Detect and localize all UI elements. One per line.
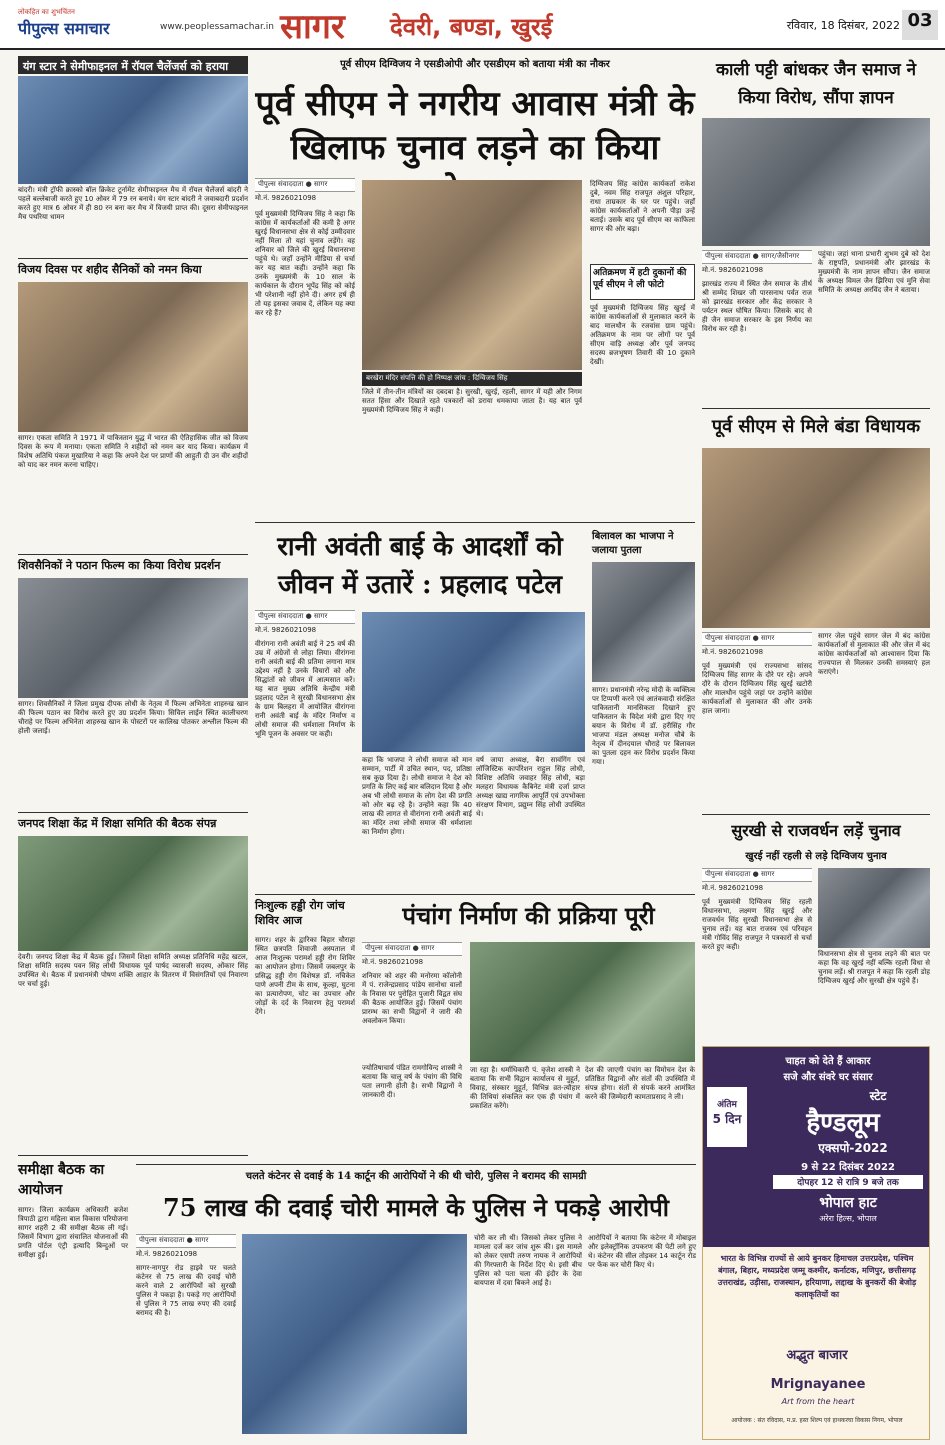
lead-photo xyxy=(362,180,582,370)
panchang-body-continued: ज्योतिषाचार्य पंडित रामगोविन्द शास्त्री ने बताया कि चालू वर्ष के पंचांग की विधि पता लगानी होती है। सभी विद्वानों ने जानकारी दी। xyxy=(362,1064,462,1099)
ad-brand2: Mrignayanee xyxy=(770,1377,866,1392)
panchang-body-continued: जा रहा है। धर्माधिकारी पं. वृजेश शास्त्री ने बताया कि सभी विद्वान कार्यालय से मुहूर्त, विवाह, संस्कार मुहूर्त, विभिन्न व्रत-त्यौहार की तिथियां संकलित कर एक ही पंचांग में प्रकाशित करेंगे। xyxy=(470,1066,580,1110)
effigy-body: सागर। प्रधानमंत्री नरेन्द्र मोदी के व्यक्तित्व पर टिप्पणी करने एवं आतंकवादी संरक्षित पाकिस्तानी मानसिकता दिखाने हुए पाकिस्तान के विदेश मंत्री द्वारा दिए गए बयान के विरोध में डॉ. हरीसिंह गौर भाजपा मंडल अध्यक्ष मनोज चौबे के नेतृत्व में दीनदयाल चौराहे पर बिलावल का पुतला दहन कर विरोध प्रदर्शन किया गया। xyxy=(592,686,695,766)
story2-photo xyxy=(362,612,585,752)
vijay-diwas-photo xyxy=(18,282,248,432)
days-left-badge xyxy=(707,1087,747,1147)
meeting-mla-photo xyxy=(702,448,930,628)
side-story-body: पूर्व मुख्यमंत्री दिग्विजय सिंह खुरई में कांग्रेस कार्यकर्ताओं से मुलाकात करने के बाद मालथौन के रजवांस ग्राम पहुंचे। अतिक्रमण के नाम पर लोगों पर पूर्व सीएम वाड़ि अध्यक्ष और पूर्व जनपद सदस्य ब्रजभूषण तिवारी की 10 दुकाने देखीं। xyxy=(590,304,695,366)
ad-expo: एक्सपो-2022 xyxy=(818,1141,888,1155)
story-body: सागर। एकता समिति ने 1971 में पाकिस्तान युद्ध में भारत की ऐतिहासिक जीत को विजय दिवस के रूप में मनाया। एकता समिति ने शहीदों को नमन कर याद किया। कार्यक्रम में विशेष अतिथि पंकज मुखारिया ने कहा कि अपने देश पर प्राणों की आहुती दी उन वीर शहीदों को याद कर नमन करना चाहिए। xyxy=(18,434,248,469)
meeting-photo xyxy=(18,836,248,951)
days-left-value: 5 दिन xyxy=(712,1112,742,1126)
ad-tagline: सजे और संवरे घर संसार xyxy=(783,1072,873,1083)
cricket-team-photo xyxy=(18,76,248,184)
side-story-title: अतिक्रमण में हटी दुकानों की पूर्व सीएम ने ली फोटो xyxy=(590,264,695,300)
page-number: 03 xyxy=(902,10,938,40)
story-title: शिवसैनिकों ने पठान फिल्म का किया विरोध प्रदर्शन xyxy=(18,559,221,572)
issue-date: रविवार, 18 दिसंबर, 2022 xyxy=(786,19,900,32)
lead-body: पूर्व मुख्यमंत्री दिग्विजय सिंह ने कहा कि कांग्रेस में कार्यकर्ताओं की कमी है अगर खुरई विधानसभा क्षेत्र से कोई उम्मीदवार नहीं मिला तो यहां चुनाव लड़ेंगे। वह शनिवार को जिले की खुरई विधानसभा पहुंचे थे। जहाँ उन्होंने मीडिया से चर्चा कर यह बात कही। उन्होंने कहा कि उनके मुख्यमंत्री के 10 साल के कार्यकाल के दौरान भूपेंद्र सिंह को कोई भी परेशानी नहीं होने दी। अगर हर्ष ही तो यह इसका जवाब दें, लेकिन यह क्या कर रहे हैं? xyxy=(255,210,355,317)
story-title: विजय दिवस पर शहीद सैनिकों को नमन किया xyxy=(18,263,202,276)
website-url: www.peoplessamachar.in xyxy=(160,22,274,32)
masthead xyxy=(0,0,945,50)
logo-text: पीपुल्स समाचार xyxy=(18,19,110,38)
theft-headline: 75 लाख की दवाई चोरी मामले के पुलिस ने पकड़े आरोपी xyxy=(163,1193,669,1222)
divider xyxy=(18,258,248,259)
ad-brand2-tag: Art from the heart xyxy=(781,1397,855,1406)
byline: पीपुल्स संवाददाता ● सागर xyxy=(702,868,812,882)
ad-brand: हैण्डलूम xyxy=(806,1108,880,1138)
protest-photo xyxy=(18,578,248,698)
byline: पीपुल्स संवाददाता ● सागर xyxy=(702,632,812,646)
days-left-label: अंतिम xyxy=(717,1100,737,1110)
photo-caption: बरखेरा मंदिर संपत्ति की हो निष्पक्ष जांच : दिग्विजय सिंह xyxy=(362,372,582,386)
story-body: पूर्व मुख्यमंत्री दिग्विजय सिंह रहली विधानसभा, लक्ष्मण सिंह खुरई और राजवर्धन सिंह सुरखी विधानसभा क्षेत्र से चुनाव लड़ें। यह बात राजस्व एवं परिवहन मंत्री गोविंद सिंह राजपूत ने पत्रकारों से चर्चा करते हुए कही। xyxy=(702,898,812,951)
mobile-number: मो.नं. 9826021098 xyxy=(702,884,764,892)
story-body: सागर। शिवसैनिकों ने जिला प्रमुख दीपक लोधी के नेतृत्व में फिल्म अभिनेता शाहरुख खान की फिल्म पठान का विरोध करते हुए उग्र प्रदर्शन किया। सिविल लाईन स्थित कालीचरण चौराहे पर फिल्म अभिनेता शाहरुख खान के पोस्टरों पर कालिख पोतकर अश्लील फिल्म की होली जलाई। xyxy=(18,700,248,735)
panchang-body: शनिवार को शहर की मनोरमा कॉलोनी में पं. राजेन्द्रप्रसाद पांडेय सानोधा वालों के निवास पर पुरोहित पुजारी विद्वत संघ की बैठक आयोजित हुई। जिसमें पंचांग प्रारम्भ का सभी विद्वानों ने जारी की अवलोकन किया। xyxy=(362,972,462,1025)
city-title: सागर xyxy=(280,7,345,47)
theft-body: सागर-नागपुर रोड हाइवे पर चलते कंटेनर से 75 लाख की दवाई चोरी करने वाले 2 आरोपियों को सुरखी पुलिस ने पकड़ा है। पकड़े गए आरोपियों से पुलिस ने 75 लाख रुपए की दवाई बरामद की है। xyxy=(136,1264,236,1317)
byline: पीपुल्स संवाददाता ● सागर xyxy=(255,610,355,624)
theft-kicker: चलते कंटेनर से दवाई के 14 कार्टून की आरोपियों ने की थी चोरी, पुलिस ने बरामद की सामग्री xyxy=(245,1171,587,1182)
ad-states-text: भारत के विभिन्न राज्यों से आये बुनकर हिमाचल उत्तरप्रदेश, पश्चिम बंगाल, बिहार, मध्यप्रदेश जम्मू कश्मीर, कर्नाटक, मणिपुर, छत्तीसगढ़ उत्तराखंड, उड़ीसा, राजस्थान, हरियाणा, लद्दाख के बुनकरों की बेजोड़ कलाकृतियों का xyxy=(717,1254,917,1299)
story-body-continued: पहुंचा। जहां थाना प्रभारी शुभम दुबे को देश के राष्ट्रपति, प्रधानमंत्री और झारखंड के मुख्यमंत्री के नाम ज्ञापन सौंपा। जैन समाज के अध्यक्ष विमल जैन झिरिया एवं मुनि सेवा समिति के अध्यक्ष अरविंद जैन ने बताया। xyxy=(818,250,930,294)
story-body-continued: सागर जेल पहुंचे सागर जेल में बंद कांग्रेस कार्यकर्ताओं से मुलाकात की और जेल में बंद कांग्रेस कार्यकर्ताओं को आश्वासन दिया कि राज्यपाल से मिलकर उनकी समस्याएं हल कराएंगे। xyxy=(818,632,930,676)
story2-body-continued: वर्ष जाया अध्यक्ष, बैरा सावंगिंग एवं लॉजिस्टिक कार्पोरेशन राहुल सिंह लोधी, विशिष्ट अतिथि जवाहर सिंह लोधी, बड़ा मलहरा विधायक कैबिनेट मंत्री दर्जा प्राप्त अध्यक्ष खाद्य नागरिक आपूर्ति एवं उपभोक्ता संरक्षण विभाग, प्रद्युम्न सिंह लोधी उपस्थित थे। xyxy=(476,756,585,818)
ad-venue-sub: अरेरा हिल्स, भोपाल xyxy=(819,1214,877,1223)
ad-bazaar: अद्भुत बाजार xyxy=(786,1348,848,1363)
story-title: जनपद शिक्षा केंद्र में शिक्षा समिति की बैठक संपन्न xyxy=(18,817,217,830)
mobile-number: मो.नं. 9826021098 xyxy=(702,648,764,656)
story-body: बांदरी। मंत्री ट्रॉफी क्रास्को बॉल क्रिकेट टूर्नामेंट सेमीफाइनल मैच में रॉयल चैलेंजर्स बांदरी ने पहले बल्लेबाजी करते हुए 10 ओवर में 79 रन बनाये। यंग स्टार बांदरी ने जवाबदारी प्रदर्शन करते हुए मात्र 6 ओवर में ही 80 रन बना कर मैच में विजयी प्राप्त की। दूसरा सेमीफाइनल मैच पथरिया धामन xyxy=(18,186,248,221)
byline: पीपुल्स संवाददाता ● सागर xyxy=(255,178,355,192)
divider xyxy=(702,408,930,409)
story-body-continued: विधानसभा क्षेत्र से चुनाव लड़ने की बात पर कहा कि वह खुरई नहीं बल्कि रहली विधा से चुनाव लड़ें। श्री राजपूत ने कहा कि रहली डोह दिग्विजय खुरई और सुरखी क्षेत्र पहुंचे हैं। xyxy=(818,950,930,985)
divider xyxy=(136,1164,696,1165)
lead-headline: पूर्व सीएम ने नगरीय आवास मंत्री के खिलाफ चुनाव लड़ने का किया xyxy=(255,84,695,168)
story-body: पूर्व मुख्यमंत्री एवं राज्यसभा सांसद दिग्विजय सिंह सागर के दौरे पर रहे। अपने दौरे के दौरान दिग्विजय सिंह खुरई खटोरी और मालथौन पहुंचे जहां पर उन्होंने कांग्रेस कार्यकर्ताओं से मुलाकात की और उनके हाल जाना। xyxy=(702,662,812,715)
story2-body-continued: कहा कि भाजपा ने लोधी समाज को मान सम्मान, पार्टी में उचित स्थान, पद, प्रतिष्ठा सब कुछ दिया है। लोधी समाज ने देश को प्रगति के लिए कई बार बलिदान दिया है और अब भी लोधी समाज के लोग देश की प्रगति को ओर बढ़ रहे है। उन्होंने कहा कि 40 लाख की लागत से वीरांगना रानी अवंती बाई का मंदिर तथा लोधी समाज की धर्मशाला का निर्माण होगा। xyxy=(362,756,472,836)
camp-title: निःशुल्क हड्डी रोग जांच शिविर आज xyxy=(255,899,345,927)
ad-tagline: चाहत को देते हैं आकार xyxy=(785,1056,871,1067)
byline: पीपुल्स संवाददाता ● सागर xyxy=(362,942,462,956)
theft-body-continued: चोरी कर ली थी। जिसको लेकर पुलिस ने मामला दर्ज कर जांच शुरू की। इस मामले को लेकर एसपी तरुण नायक ने आरोपियों की गिरफ्तारी के निर्देश दिए थे। इसी बीच पुलिस को पता चला की इंदौर के देवा बायपास में दवा बिकने आई है। xyxy=(474,1234,582,1287)
theft-body-continued: आरोपियों ने बताया कि कंटेनर में मोबाइल और इलेक्ट्रॉनिक उपकरण की पेटी लगे हुए थे। कंटेनर की सील तोड़कर 14 कार्टून रोड पर फेंक कर चोरी किए थे। xyxy=(588,1234,696,1269)
divider xyxy=(255,894,695,895)
panchang-headline: पंचांग निर्माण की प्रक्रिया पूरी xyxy=(402,901,655,930)
divider xyxy=(18,812,248,813)
story-subtitle: खुरई नहीं रहली से लड़े दिग्विजय चुनाव xyxy=(745,851,887,862)
lead-body-continued: दिग्विजय सिंह कांग्रेस कार्यकर्ता राकेश दुबे, नवम सिंह राजपूत अंशुल परिहार, राधा ताम्रकार के घर पर पहुंचे। जहाँ कांग्रेस कार्यकर्ताओं ने अपनी पीड़ा उन्हें बताई। उसके बाद पूर्व सीएम का काफिला सागर की ओर बढ़ा। xyxy=(590,180,695,233)
story-body: सागर। जिला कार्यक्रम अधिकारी ब्रजेश त्रिपाठी द्वारा महिला बाल विकास परियोजना सागर शहरी 2 की समीक्षा बैठक ली गई। जिसमें विभाग द्वारा संचालित योजनाओं की प्रगति पोर्टल एंट्री इत्यादि बिन्दुओं पर समीक्षा हुई। xyxy=(18,1206,128,1259)
byline: पीपुल्स संवाददाता ● सागर/जैसीनगर xyxy=(702,250,812,264)
divider xyxy=(255,522,695,523)
story-body: झारखंड राज्य में स्थित जैन समाज के तीर्थ श्री सम्मेद शिखर जी पारसनाथ पर्वत राज को झारखंड सरकार और केंद्र सरकार ने पर्यटन स्थल घोषित किया। जिसके बाद से ही जैन समाज सरकार के इस निर्णय का विरोध कर रही है। xyxy=(702,280,812,333)
story-title: सुरखी से राजवर्धन लड़ें चुनाव xyxy=(731,821,901,840)
minister-photo xyxy=(818,868,930,948)
panchang-photo xyxy=(470,942,695,1062)
logo-tag: लोकहित का शुभचिंतन xyxy=(18,8,75,16)
camp-body: सागर। शहर के द्वारिका बिहार चौराहा स्थित छत्रपति शिवाजी अस्पताल में आज निःशुल्क परामर्श हड्डी रोग शिविर का आयोजन होगा। जिसमें जबलपुर के प्रसिद्ध हड्डी रोग विशेषज्ञ डॉ. नचिकेत पाणे अपनी टीम के साथ, कूल्हा, घुटना का प्रत्यारोपण, चोट का उपचार और जोड़ों के दर्द के निवारण हेतु परामर्श देंगे। xyxy=(255,936,355,1016)
mobile-number: मो.नं. 9826021098 xyxy=(255,626,317,634)
story-body: देवरी। जनपद शिक्षा केंद्र में बैठक हुई। जिसमें शिक्षा समिति अध्यक्ष प्रतिनिधि महेंद्र खटल, शिक्षा समिति सदस्य पवन सिंह लोधी विधायक पूर्व पार्षद व्यासजी सदस्य, ओंकार सिंह उपस्थित थे। बैठक में प्रधानमंत्री पोषण शक्ति आहार के वितरण में विसंगतियों एवं निवारण पर चर्चा हुई। xyxy=(18,953,248,988)
divider xyxy=(18,554,248,555)
police-photo xyxy=(242,1234,467,1434)
panchang-body-continued: देश की जाएगी पंचांग का विमोचन देश के प्रतिष्ठित विद्वानों और संतों की उपस्थिति में संपन्न होगा। संतों से संपर्क करने आमंत्रित करने की जिम्मेदारी कामताप्रसाद ने ली। xyxy=(585,1066,695,1101)
ad-footer: आयोजक : संत रविदास, म.प्र. हस्त शिल्प एवं हाथकरघा विकास निगम, भोपाल xyxy=(731,1417,903,1424)
newspaper-logo xyxy=(18,8,168,42)
ad-dates: 9 से 22 दिसंबर 2022 xyxy=(801,1162,895,1173)
story2-body: वीरांगना रानी अवंती बाई ने 25 वर्ष की उम्र में अंग्रेजों से लोहा लिया। वीरांगना रानी अवंती बाई की प्रतिमा लगाना मात्र उद्देश्य नहीं है उनके विचारों को और सिद्धांतों को जीवन में आत्मसात करें। यह बात मुख्य अतिथि केन्द्रीय मंत्री प्रहलाद पटेल ने सुरखी विधानसभा क्षेत्र के ग्राम बिलहरा में आयोजित वीरांगना रानी अवंती बाई के मंदिर निर्माण व लोधी समाज की धर्मशाला निर्माण के भूमि पूजन के अवसर पर कही। xyxy=(255,640,355,738)
photo-caption-body: जिले में तीन-तीन मंत्रियों का दबदबा है। सुरखी, खुरई, रहली, सागर में यही और निगम सतत हिंसा और दिखाते रहते पत्रकारों को डराया धमकाया जाता है। यह बात पूर्व मुख्यमंत्री दिग्विजय सिंह ने कही। xyxy=(362,388,582,414)
story-title: काली पट्टी बांधकर जैन समाज ने किया विरोध, सौंपा ज्ञापन xyxy=(715,60,917,108)
story-title: पूर्व सीएम से मिले बंडा विधायक xyxy=(711,416,921,437)
ad-timing: दोपहर 12 से रात्रि 9 बजे तक xyxy=(773,1175,923,1189)
divider xyxy=(702,814,930,815)
handloom-expo-ad[interactable] xyxy=(702,1046,930,1440)
story-title: समीक्षा बैठक का आयोजन xyxy=(18,1162,105,1198)
story-title: यंग स्टार ने सेमीफाइनल में रॉयल चैलेंजर्स को हराया xyxy=(18,56,248,74)
byline: पीपुल्स संवाददाता ● सागर xyxy=(136,1234,236,1248)
divider xyxy=(18,1155,248,1156)
ad-venue: भोपाल हाट xyxy=(819,1195,877,1211)
mobile-number: मो.नं. 9826021098 xyxy=(362,958,424,966)
edition-title: देवरी, बण्डा, खुरई xyxy=(390,13,553,41)
effigy-photo xyxy=(592,562,695,682)
mobile-number: मो.नं. 9826021098 xyxy=(702,266,764,274)
lead-kicker: पूर्व सीएम दिग्विजय ने एसडीओपी और एसडीएम को बताया मंत्री का नौकर xyxy=(340,59,610,70)
mobile-number: मो.नं. 9826021098 xyxy=(255,194,317,202)
mobile-number: मो.नं. 9826021098 xyxy=(136,1250,198,1258)
ad-state: स्टेट xyxy=(869,1089,887,1103)
jain-protest-photo xyxy=(702,118,930,246)
story2-headline: रानी अवंती बाई के आदर्शों को जीवन में उतारें : प्रहलाद पटेल xyxy=(277,532,563,600)
effigy-title: बिलावल का भाजपा ने जलाया पुतला xyxy=(592,531,674,556)
